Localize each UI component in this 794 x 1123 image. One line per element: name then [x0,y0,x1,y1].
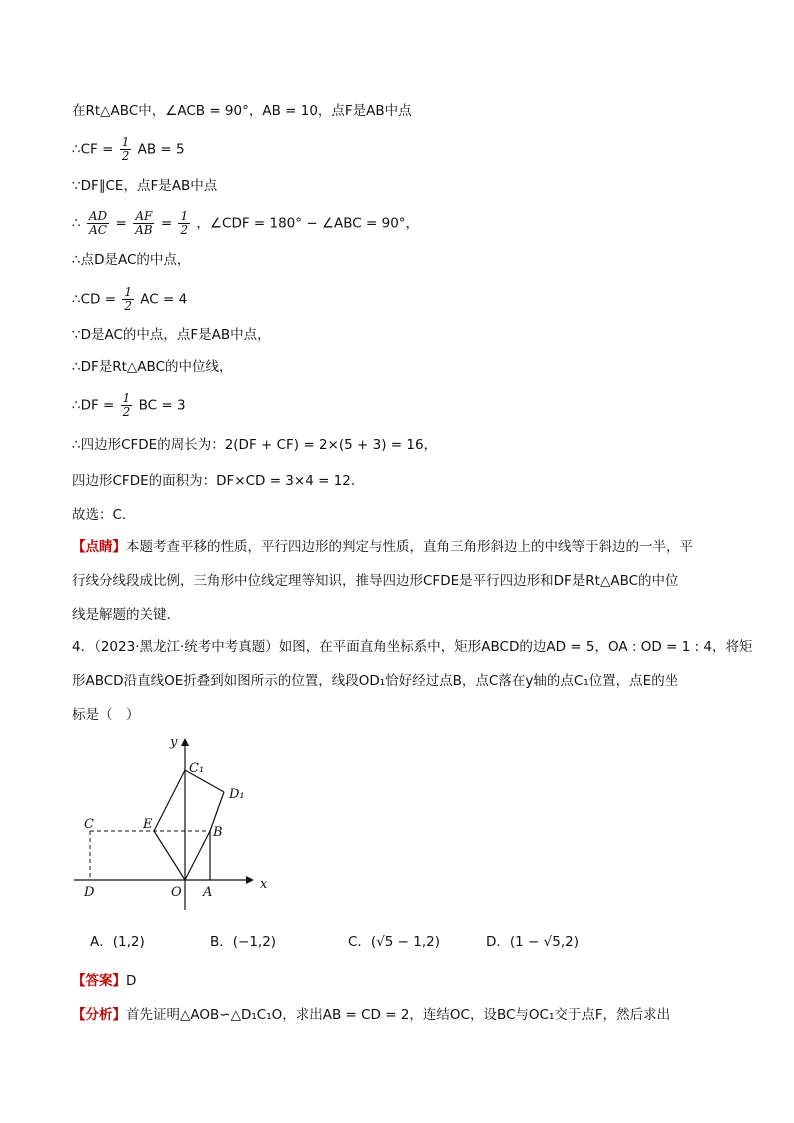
fraction-one-half: $\frac{1}{2}$ [121,135,130,163]
label-c: C [84,817,94,832]
segment-ob [185,831,210,880]
solution-line-12: 故选：C． [72,507,136,523]
comment-line-2: 行线分线段成比例，三角形中位线定理等知识，推导四边形CFDE是平行四边形和DF是Rt△ABC的中位 [72,573,679,589]
fraction-one-half-2: $\frac{1}{2}$ [180,209,189,237]
question-line-3: 标是（ ） [72,707,140,723]
label-b: B [213,825,223,840]
segment-c1e [154,770,185,831]
solution-line-8: ∴DF是Rt△ABC的中位线， [72,359,233,375]
label-c1: C₁ [189,761,205,776]
fraction-ad-ac: $\frac{AD}{AC}$ [88,209,108,237]
option-b[interactable]: B．(−1,2) [210,934,277,950]
option-d[interactable]: D．(1 − √5,2) [486,934,579,950]
question-line-1: 4．（2023·黑龙江·统考中考真题）如图，在平面直角坐标系中，矩形ABCD的边AD = 5，OA : OD = 1 : 4，将矩 [72,639,753,655]
solution-line-10: ∴四边形CFDE的周长为：2(DF + CF) = 2×(5 + 3) = 16， [72,437,438,453]
figure-svg [72,730,272,910]
solution-line-4: ∴ $\frac{AD}{AC}$ = $\frac{AF}{AB}$ = $\frac{1}{2}$ ，∠CDF = 180° − ∠ABC = 90°， [72,209,420,237]
label-e: E [143,817,153,832]
fraction-one-half-4: $\frac{1}{2}$ [122,391,131,419]
analysis-line: 【分析】首先证明△AOB∽△D₁C₁O，求出AB = CD = 2，连结OC，设BC与OC₁交于点F，然后求出 [72,1007,671,1023]
solution-line-6: ∴CD = $\frac{1}{2}$ AC = 4 [72,285,188,313]
comment-tag: 【点睛】 [72,539,126,555]
y-axis-arrow [181,738,189,746]
fraction-af-ab: $\frac{AF}{AB}$ [135,209,153,237]
label-o: O [171,885,182,900]
label-a: A [203,885,213,900]
analysis-tag: 【分析】 [72,1007,126,1023]
solution-line-11: 四边形CFDE的面积为：DF×CD = 3×4 = 12． [72,473,365,489]
solution-line-5: ∴点D是AC的中点， [72,252,191,268]
answer-tag: 【答案】 [72,973,126,989]
answer-line [72,972,136,990]
label-d: D [84,885,95,900]
label-y: y [170,735,178,750]
comment-line-1: 【点睛】本题考查平移的性质，平行四边形的判定与性质，直角三角形斜边上的中线等于斜边的一半，平 [72,539,693,555]
solution-line-7: ∵D是AC的中点，点F是AB中点， [72,327,271,343]
label-d1: D₁ [229,787,245,802]
label-x: x [260,877,268,892]
solution-line-1: 在Rt△ABC中，∠ACB = 90°，AB = 10，点F是AB中点 [72,103,412,119]
solution-line-3: ∵DF∥CE，点F是AB中点 [72,178,218,194]
question-line-2: 形ABCD沿直线OE折叠到如图所示的位置，线段OD₁恰好经过点B，点C落在y轴的点C₁位置，点E的坐 [72,673,679,689]
option-c[interactable]: C．(√5 − 1,2) [348,934,441,950]
geometry-figure [72,730,272,914]
option-a[interactable]: A．(1,2) [90,934,145,950]
solution-line-9: ∴DF = $\frac{1}{2}$ BC = 3 [72,391,186,419]
comment-line-3: 线是解题的关键． [72,607,180,623]
x-axis-arrow [246,876,254,884]
segment-eo [154,831,185,880]
answer-value: D [126,973,137,989]
fraction-one-half-3: $\frac{1}{2}$ [124,285,132,313]
solution-line-2: ∴CF = $\frac{1}{2}$ AB = 5 [72,135,185,163]
answer-options [90,930,690,952]
